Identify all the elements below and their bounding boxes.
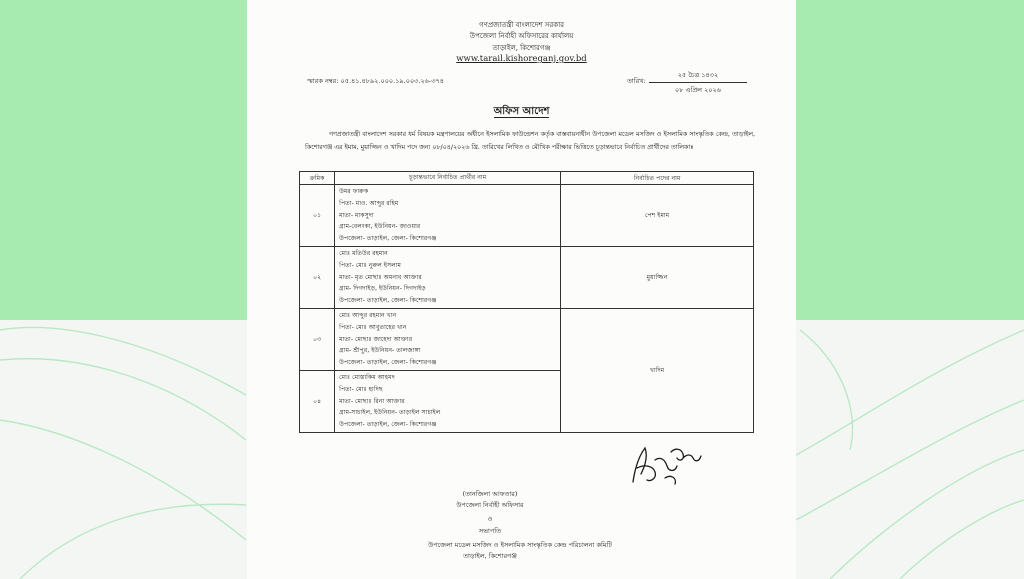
- gov-title: গণপ্রজাতন্ত্রী বাংলাদেশ সরকার: [479, 21, 564, 29]
- committee-name: উপজেলা মডেল মসজিদ ও ইসলামিক সাংস্কৃতিক কেন্দ্র পরিচালনা কমিটি: [428, 541, 612, 549]
- order-title-text: অফিস আদেশ: [493, 106, 550, 117]
- candidate-name: মোঃ মতিউর রহমান: [339, 249, 388, 257]
- date-block: [649, 70, 747, 96]
- candidate-name: উমর ফারুক: [339, 188, 369, 195]
- order-body: গণপ্রজাতন্ত্রী বাংলাদেশ সরকার ধর্ম বিষয়ক মন্ত্রণালয়ের অধীনে ইসলামিক ফাউন্ডেশন কর্তৃক বাস্তবায়নাধীন উপজেলা মডেল মসজিদ ও ইসলামিক সাংস্কৃতিক কেন্দ্র, তাড়াইল, কিশোরগঞ্জ এর ইমাম, মুয়াজ্জিন ও খাদিম পদে জন্য ০৮/০৪/২০২৬ খ্রি. তারিখের লিখিত ও মৌখিক পরীক্ষার ভিত্তিতে চূড়ান্তভাবে নির্বাচিত প্রার্থীদের তালিকাঃ: [305, 131, 755, 151]
- office-name: উপজেলা নির্বাহী অফিসারের কার্যালয়: [469, 32, 574, 40]
- document-page: [247, 0, 796, 579]
- row-serial: ০৪: [300, 370, 335, 432]
- row-post: মুয়াজ্জিন: [561, 246, 754, 308]
- signatory-name: (তানজিলা আফতার): [462, 490, 518, 498]
- row-serial: ০৩: [300, 308, 335, 370]
- candidate-father: পিতা- মাও. আব্দুর রহিম: [339, 199, 399, 207]
- candidate-father: পিতা- মোঃ আবুতাহের খান: [339, 323, 407, 331]
- candidate-mother: মাতা- মোছাঃ রিনা আক্তার: [339, 397, 405, 405]
- table-row: [300, 308, 754, 370]
- row-serial: ০২: [300, 246, 335, 308]
- header-serial: ক্রমিক: [300, 172, 335, 185]
- memo-number: স্মারক নম্বর: ০৫.৪১.৪৮৯২.০০০.১৯.০০৩.২৬-৩৭৪: [307, 77, 444, 85]
- signatory-designation: উপজেলা নির্বাহী অফিসার: [456, 501, 524, 509]
- office-location: তাড়াইল, কিশোরগঞ্জ: [492, 44, 551, 52]
- row-candidate: [335, 246, 561, 308]
- candidate-upazila: উপজেলা- তাড়াইল, জেলা- কিশোরগঞ্জ: [339, 359, 437, 367]
- header-post: নির্বাচিত পদের নাম: [561, 172, 754, 185]
- candidate-village: গ্রাম- শ্রীপুর, ইউনিয়ন- তালজাঙ্গা: [339, 347, 421, 355]
- table-row: [300, 246, 754, 308]
- row-post: খাদিম: [561, 308, 754, 432]
- row-candidate: [335, 308, 561, 370]
- candidate-mother: মাতা- মৃত মোছাঃ অমনাব আক্তার: [339, 273, 422, 281]
- table-header-row: [300, 172, 754, 185]
- row-candidate: [335, 185, 561, 247]
- row-candidate: [335, 370, 561, 432]
- candidate-village: গ্রাম-বেলংকা, ইউনিয়ন- জাওয়ার: [339, 223, 421, 231]
- candidate-village: গ্রাম-সাচাইল, ইউনিয়ন- তাড়াইল সাচাইল: [339, 409, 441, 417]
- row-post: পেশ ইমাম: [561, 185, 754, 247]
- candidate-upazila: উপজেলা- তাড়াইল, জেলা- কিশোরগঞ্জ: [339, 235, 437, 243]
- signatory-role: সভাপতি: [478, 527, 502, 535]
- website-link[interactable]: www.tarail.kishoreganj.gov.bd: [456, 54, 587, 64]
- table-row: [300, 185, 754, 247]
- order-title: [247, 104, 796, 121]
- candidate-name: মোঃ আব্দুর রহমান খান: [339, 311, 397, 319]
- row-serial: ০১: [300, 185, 335, 247]
- date-bangla: ২৫ চৈত্র ১৪৩২: [649, 70, 747, 83]
- candidate-mother: মাতা- মোছাঃ জাহেদা আক্তার: [339, 335, 413, 343]
- candidate-father: পিতা- মোঃ হাদিছ: [339, 385, 383, 393]
- date-label: তারিখ:: [627, 77, 646, 85]
- candidate-name: মোঃ মোস্তাকিম আহমদ: [339, 373, 395, 381]
- committee-place: তাড়াইল, কিশোরগঞ্জ: [463, 552, 517, 560]
- candidates-table: [299, 171, 754, 433]
- header-name: চূড়ান্তভাবে নির্বাচিত প্রার্থীর নাম: [335, 172, 561, 185]
- candidate-father: পিতা- মোঃ নুরুল ইসলাম: [339, 261, 401, 269]
- candidate-village: গ্রাম- দিগদাইড়, ইউনিয়ন- দিগদাইড়: [339, 285, 426, 293]
- candidate-mother: মাতা- মাকসুদা: [339, 211, 374, 219]
- signatory-conjunction: ও: [487, 515, 493, 523]
- candidate-upazila: উপজেলা- তাড়াইল, জেলা- কিশোরগঞ্জ: [339, 297, 437, 305]
- candidate-upazila: উপজেলা- তাড়াইল, জেলা- কিশোরগঞ্জ: [339, 421, 437, 429]
- signature-image: [615, 438, 715, 490]
- date-gregorian: ০৮ এপ্রিল ২০২৬: [675, 86, 721, 94]
